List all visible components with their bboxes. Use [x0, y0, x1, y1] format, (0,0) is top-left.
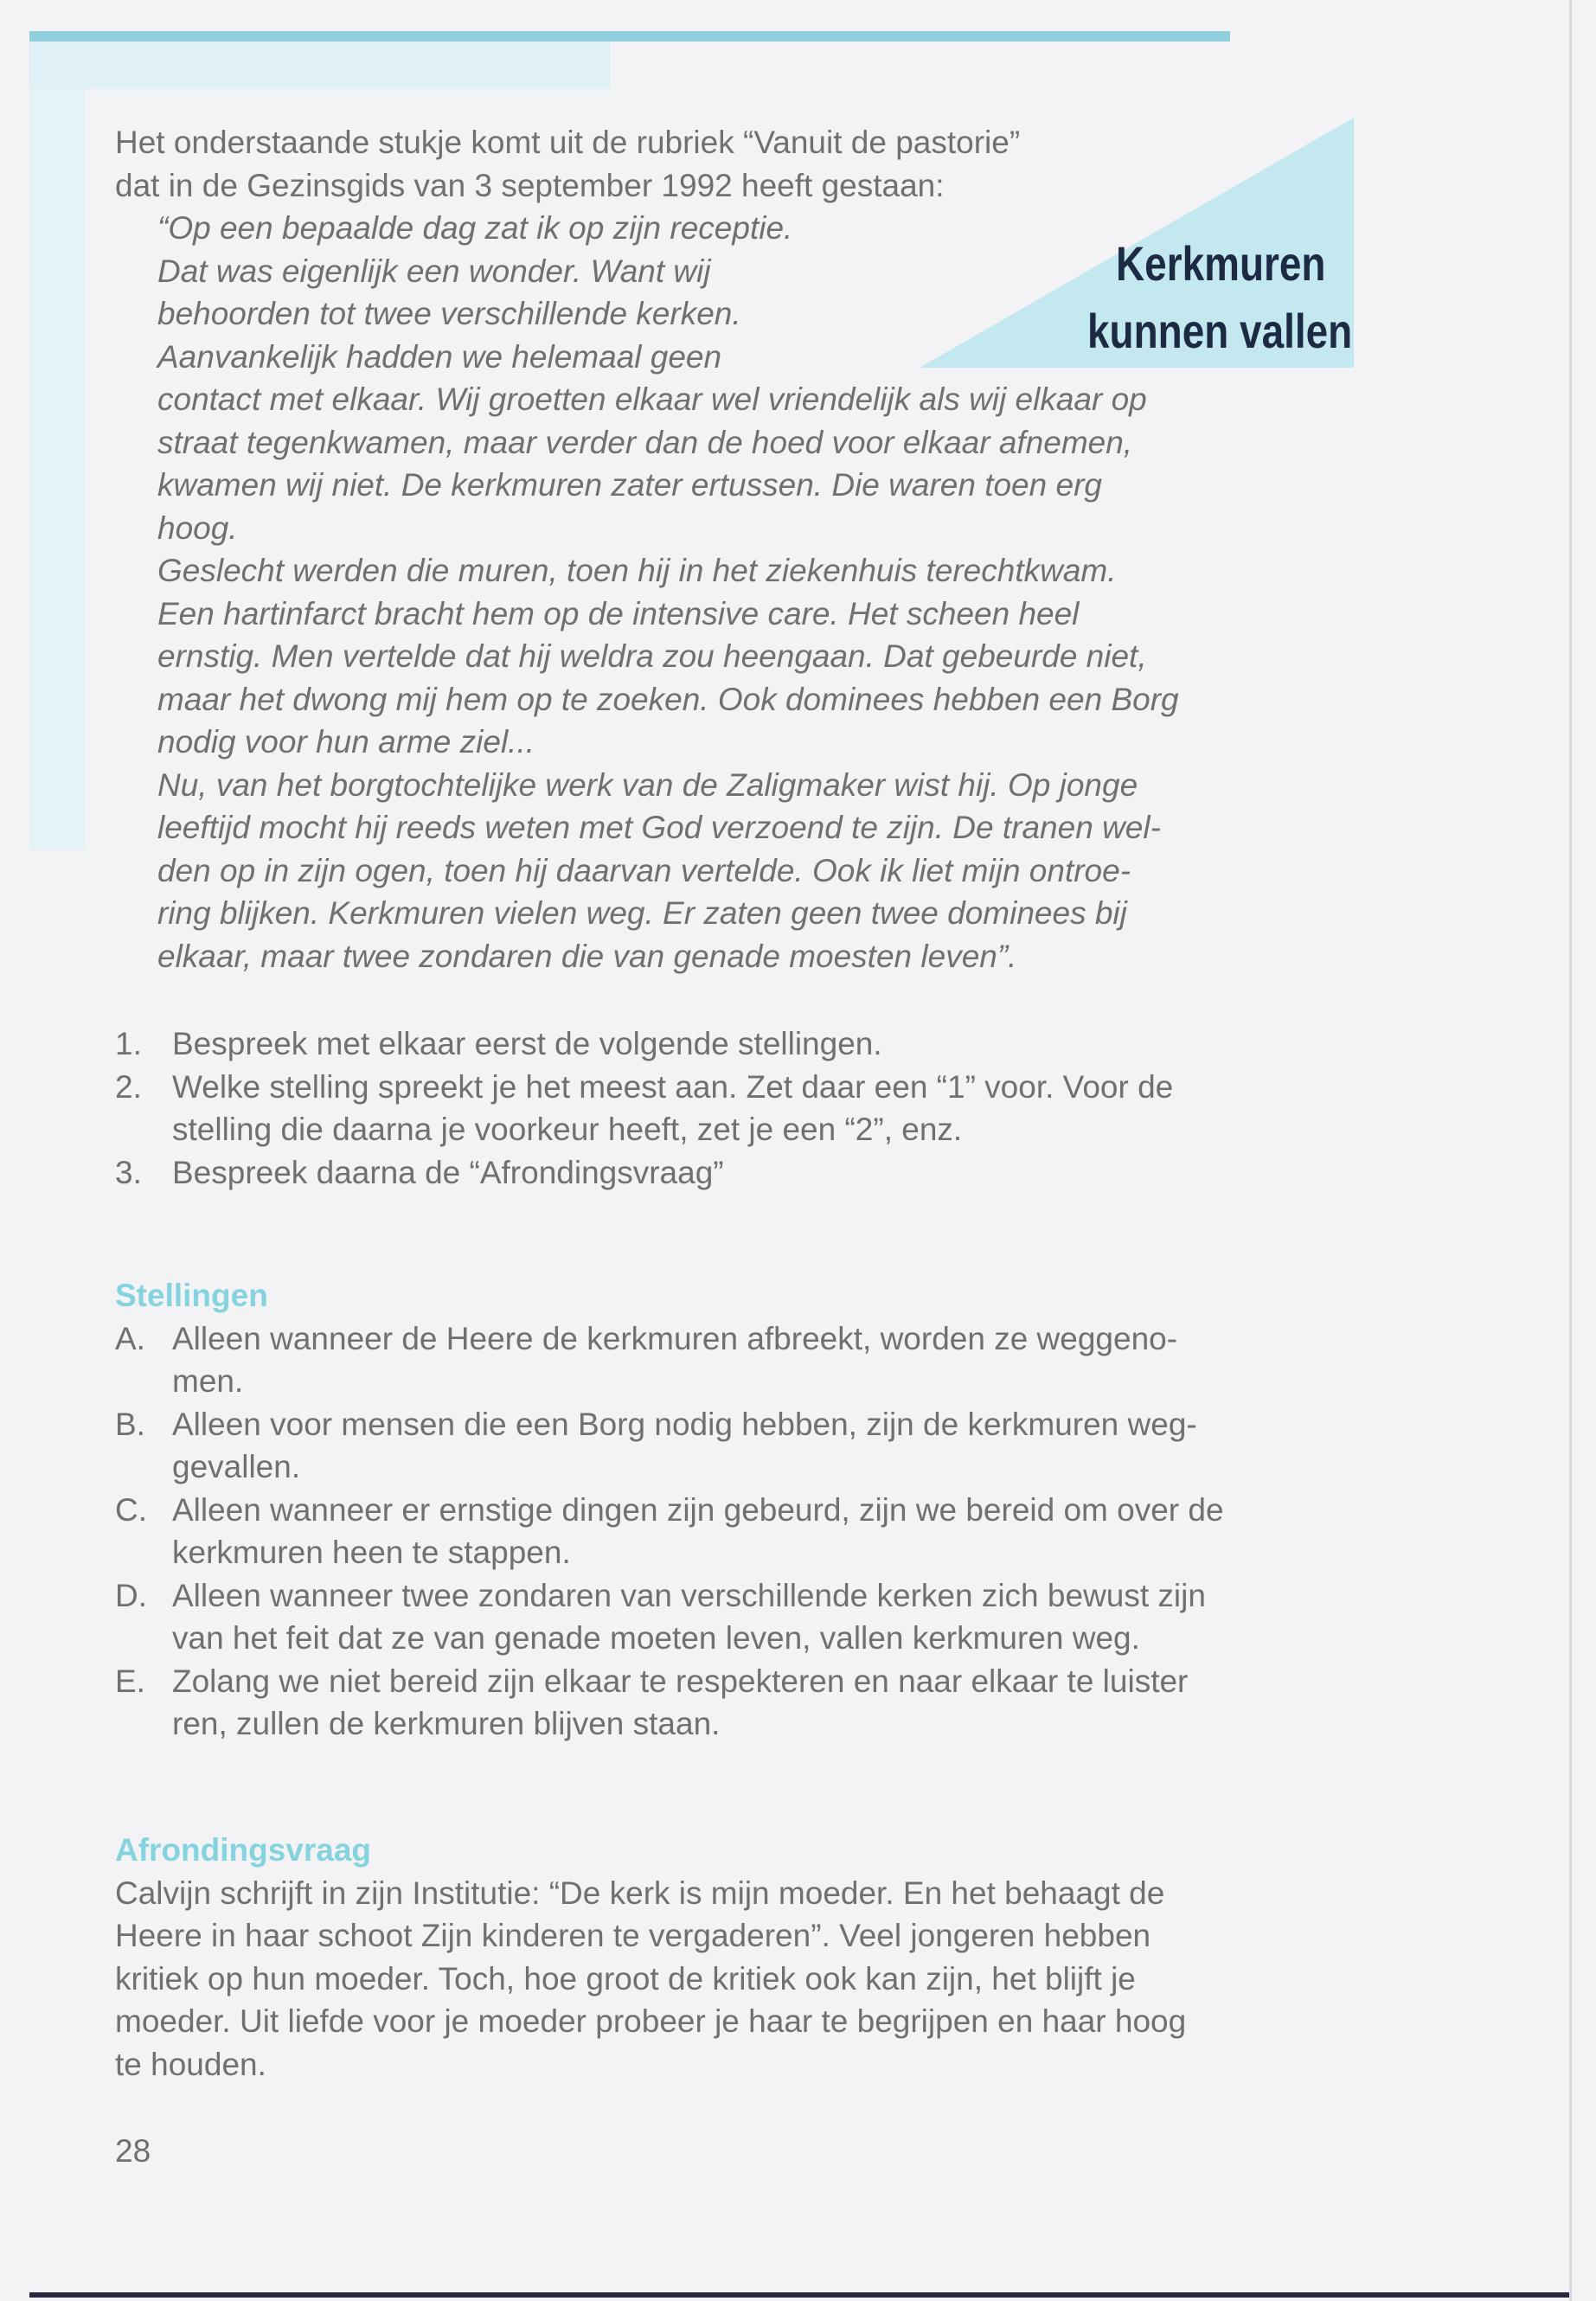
list-marker: B. [115, 1406, 145, 1442]
list-marker: E. [115, 1663, 145, 1699]
list-item-text: Alleen wanneer twee zondaren van verschillende kerken zich bewust zijn [172, 1577, 1206, 1613]
list-item [115, 1489, 1224, 1532]
article-title-line-1: Kerkmuren [1116, 236, 1326, 291]
top-accent-panel [29, 42, 611, 89]
instructions-list [115, 1022, 1173, 1194]
list-item-text: van het feit dat ze van genade moeten leven, vallen kerkmuren weg. [172, 1620, 1140, 1656]
text-line: den op in zijn ogen, toen hij daarvan vertelde. Ook ik liet mijn ontroe- [157, 852, 1131, 888]
text-line: Het onderstaande stukje komt uit de rubriek “Vanuit de pastorie” [115, 125, 1021, 160]
list-marker: C. [115, 1491, 147, 1528]
list-item [115, 1360, 1224, 1403]
text-line: Nu, van het borgtochtelijke werk van de Zaligmaker wist hij. Op jonge [157, 766, 1138, 803]
text-line: hoog. [157, 510, 238, 546]
list-item-text: Alleen wanneer er ernstige dingen zijn gebeurd, zijn we bereid om over de [172, 1491, 1224, 1528]
list-item [115, 1531, 1224, 1574]
list-item [115, 1066, 1173, 1109]
text-line: Dat was eigenlijk een wonder. Want wij [157, 253, 711, 289]
list-item [115, 1108, 1173, 1151]
stellingen-section [115, 1274, 1224, 1746]
list-item-text: kerkmuren heen te stappen. [172, 1535, 571, 1570]
text-line: “Op een bepaalde dag zat ik op zijn receptie. [157, 210, 793, 246]
afronding-section [115, 1829, 1186, 2086]
list-item [115, 1574, 1224, 1618]
list-marker: A. [115, 1320, 145, 1356]
list-item [115, 1660, 1224, 1703]
left-accent-strip [29, 89, 85, 850]
text-line: dat in de Gezinsgids van 3 september 1992 heeft gestaan: [115, 167, 945, 203]
stellingen-list [115, 1317, 1224, 1746]
bottom-edge [29, 2292, 1569, 2298]
list-marker: 1. [115, 1026, 142, 1061]
list-item-text: Alleen voor mensen die een Borg nodig hebben, zijn de kerkmuren weg- [172, 1406, 1197, 1442]
text-line: ring blijken. Kerkmuren vielen weg. Er zaten geen twee dominees bij [157, 895, 1127, 931]
list-item-text: Bespreek met elkaar eerst de volgende stellingen. [172, 1026, 882, 1061]
list-item-text: men. [172, 1363, 244, 1399]
text-line: elkaar, maar twee zondaren die van genade moesten leven”. [157, 938, 1017, 974]
text-line: te houden. [115, 2046, 266, 2082]
list-item [115, 1151, 1173, 1195]
text-line: Aanvankelijk hadden we helemaal geen [157, 338, 722, 375]
list-item-text: stelling die daarna je voorkeur heeft, zet je een “2”, enz. [172, 1112, 963, 1147]
intro-and-quote [115, 121, 1179, 977]
text-line: moeder. Uit liefde voor je moeder probeer je haar te begrijpen en haar hoog [115, 2003, 1187, 2039]
intro-paragraph [115, 121, 1179, 207]
list-item-text: gevallen. [172, 1449, 301, 1484]
list-item-text: ren, zullen de kerkmuren blijven staan. [172, 1706, 721, 1741]
list-item [115, 1702, 1224, 1746]
article-title-line-2: kunnen vallen [1087, 304, 1353, 358]
top-accent-bar [29, 31, 1230, 42]
list-item [115, 1445, 1224, 1489]
list-item [115, 1617, 1224, 1660]
list-marker: D. [115, 1577, 147, 1613]
text-line: straat tegenkwamen, maar verder dan de hoed voor elkaar afnemen, [157, 424, 1133, 460]
text-line: behoorden tot twee verschillende kerken. [157, 296, 741, 331]
page-edge [1569, 0, 1572, 2301]
list-item-text: Zolang we niet bereid zijn elkaar te respekteren en naar elkaar te luister [172, 1663, 1189, 1699]
list-item [115, 1022, 1173, 1066]
list-item-text: Welke stelling spreekt je het meest aan. Zet daar een “1” voor. Voor de [172, 1068, 1174, 1105]
list-item-text: Bespreek daarna de “Afrondingsvraag” [172, 1154, 724, 1190]
list-marker: 3. [115, 1154, 142, 1190]
text-line: kritiek op hun moeder. Toch, hoe groot de kritiek ook kan zijn, het blijft je [115, 1960, 1136, 1997]
list-item [115, 1317, 1224, 1361]
afronding-heading: Afrondingsvraag [115, 1832, 372, 1868]
stellingen-heading: Stellingen [115, 1278, 268, 1313]
afronding-paragraph [115, 1872, 1186, 2086]
text-line: kwamen wij niet. De kerkmuren zater ertussen. Die waren toen erg [157, 467, 1102, 503]
text-line: leeftijd mocht hij reeds weten met God verzoend te zijn. De tranen wel- [157, 810, 1161, 845]
text-line: Een hartinfarct bracht hem op de intensive care. Het scheen heel [157, 595, 1080, 631]
text-line: Calvijn schrijft in zijn Institutie: “De kerk is mijn moeder. En het behaagt de [115, 1875, 1165, 1911]
list-marker: 2. [115, 1068, 142, 1105]
text-line: maar het dwong mij hem op te zoeken. Ook dominees hebben een Borg [157, 681, 1179, 717]
text-line: Heere in haar schoot Zijn kinderen te vergaderen”. Veel jongeren hebben [115, 1918, 1151, 1953]
page-number: 28 [115, 2133, 151, 2169]
text-line: Geslecht werden die muren, toen hij in het ziekenhuis terechtkwam. [157, 553, 1117, 588]
text-line: nodig voor hun arme ziel... [157, 724, 535, 760]
text-line: ernstig. Men vertelde dat hij weldra zou heengaan. Dat gebeurde niet, [157, 638, 1147, 674]
text-line: contact met elkaar. Wij groetten elkaar wel vriendelijk als wij elkaar op [157, 381, 1147, 417]
list-item [115, 1403, 1224, 1446]
quote-paragraph [115, 207, 1179, 977]
list-item-text: Alleen wanneer de Heere de kerkmuren afbreekt, worden ze weggeno- [172, 1320, 1178, 1356]
